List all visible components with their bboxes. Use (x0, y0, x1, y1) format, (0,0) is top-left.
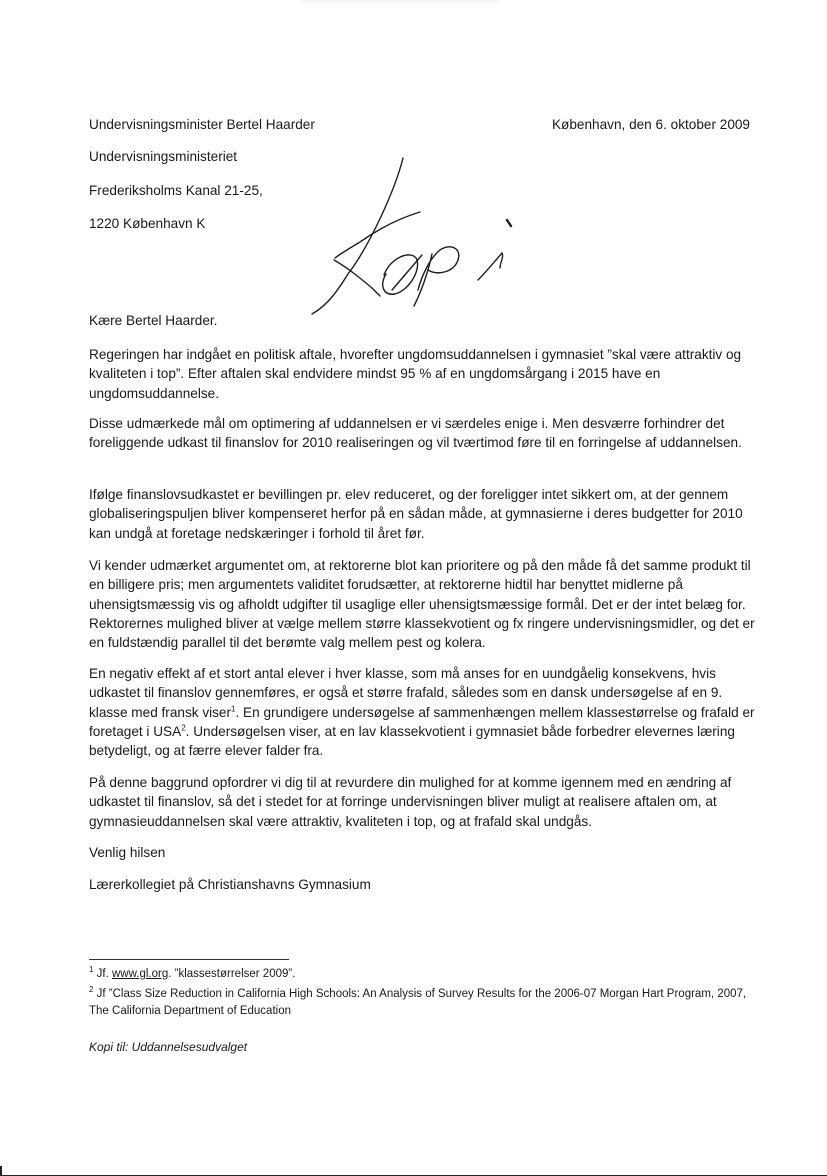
salutation: Kære Bertel Haarder. (89, 313, 218, 328)
street-address: Frederiksholms Kanal 21-25, (89, 183, 263, 198)
ministry-name: Undervisningsministeriet (89, 149, 238, 164)
scan-artifact-left (0, 1166, 2, 1176)
sender-name: Lærerkollegiet på Christianshavns Gymnasium (89, 877, 371, 892)
footnote-1-link[interactable]: www.gl.org (111, 968, 169, 980)
paragraph-5-part1: En negativ effekt af et stort antal elever i hver klasse, som må anses for en uundgåelig konsekvens, hvis udkastet til finanslov gennemføres, er også et større frafald, således som en dansk undersøgelse af en 9. klasse med fransk viser (89, 666, 723, 720)
paragraph-5 (89, 664, 757, 760)
paragraph-2: Disse udmærkede mål om optimering af uddannelsen er vi særdeles enige i. Men desværre forhindrer det foreliggende udkast til finanslov for 2010 realiseringen og vil tværtimod føre til en forringelse af uddannelsen. (89, 416, 742, 451)
footnote-divider (89, 959, 289, 960)
scan-artifact-top (300, 0, 500, 4)
footnote-1 (89, 966, 757, 983)
footnote-2-text: Jf ”Class Size Reduction in California High Schools: An Analysis of Survey Results for the 2006-07 Morgan Hart Program, 2007, The California Department of Education (89, 988, 747, 1017)
closing-greeting: Venlig hilsen (89, 845, 166, 860)
paragraph-4: Vi kender udmærket argumentet om, at rektorerne blot kan prioritere og på den måde få det samme produkt til en billigere pris; men argumentets validitet forudsætter, at rektorerne hidtil har benyttet midlerne på uhensigtsmæssig vis og afholdt udgifter til usaglige eller uhensigtsmæssige formål. Det er der intet belæg for. Rektorernes mulighed bliver at vælge mellem større klassekvotient og fx ringere undervisningsmidler, og det er en fuldstændig parallel til det berømte valg mellem pest og kolera. (89, 558, 755, 651)
footnote-ref-1[interactable]: 1 (231, 704, 236, 714)
paragraph-5-part3: . Undersøgelsen viser, at en lav klassekvotient i gymnasiet både forbedrer elevernes læring betydeligt, og at færre elever falder fra. (89, 723, 735, 759)
city-address: 1220 København K (89, 216, 206, 231)
copy-to-line: Kopi til: Uddannelsesudvalget (89, 1040, 248, 1054)
paragraph-5-part2: . En grundigere undersøgelse af sammenhængen mellem klassestørrelse og frafald er foretaget i USA (89, 704, 755, 739)
paragraph-1: Regeringen har indgået en politisk aftale, hvorefter ungdomsuddannelsen i gymnasiet ”skal være attraktiv og kvaliteten i top”. Efter aftalen skal endvidere mindst 95 % af en ungdomsårgang i 2015 have en ungdomsuddannelse. (89, 347, 742, 401)
footnote-1-prefix: Jf. (93, 968, 112, 980)
footnote-2-number: 2 (89, 985, 94, 995)
annotation-text: Kopi (300, 150, 303, 151)
paragraph-3: Ifølge finanslovsudkastet er bevillingen pr. elev reduceret, og der foreligger intet sikkert om, at der gennem globaliseringspuljen bliver kompenseret herfor på en sådan måde, at gymnasierne i deres budgetter for 2010 kan undgå at foretage nedskæringer i forhold til året før. (89, 487, 743, 541)
footnote-ref-2[interactable]: 2 (181, 723, 186, 733)
letter-date: København, den 6. oktober 2009 (551, 117, 750, 132)
paragraph-6: På denne baggrund opfordrer vi dig til at revurdere din mulighed for at komme igennem med en ændring af udkastet til finanslov, så det i stedet for at forringe undervisningen bliver muligt at realisere aftalen om, at gymnasieuddannelsen skal være attraktiv, kvaliteten i top, og at frafald skal undgås. (89, 775, 732, 829)
handwritten-kopi-annotation (300, 150, 530, 330)
recipient-name: Undervisningsminister Bertel Haarder (89, 117, 315, 132)
footnote-2 (89, 986, 757, 1019)
footnote-1-rest: . ”klassestørrelser 2009”. (168, 968, 296, 980)
footnote-1-number: 1 (89, 965, 94, 975)
